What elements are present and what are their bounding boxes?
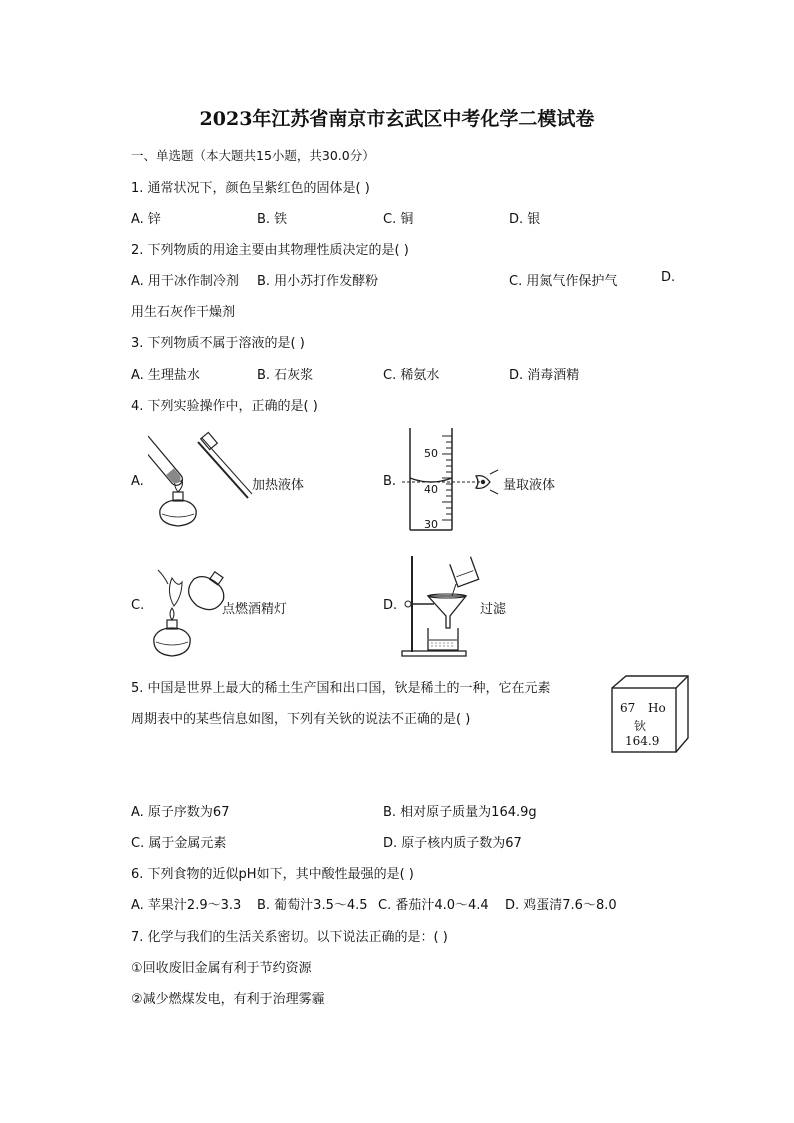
q2-option-c: C. 用氮气作保护气 [509, 274, 618, 289]
q6-option-c: C. 番茄汁4.0～4.4 [378, 898, 489, 913]
q1-option-b: B. 铁 [257, 212, 288, 227]
graduated-cylinder-figure [402, 426, 504, 532]
section-heading: 一、单选题（本大题共15小题，共30.0分） [131, 148, 375, 163]
q4-option-d: D. [383, 598, 398, 613]
q7-statement-1: ①回收废旧金属有利于节约资源 [131, 961, 312, 976]
cylinder-tick-50: 50 [424, 447, 438, 460]
question-1-stem: 1. 通常状况下，颜色呈紫红色的固体是( ) [131, 181, 370, 196]
page-title: 2023年江苏省南京市玄武区中考化学二模试卷 [199, 108, 595, 130]
q3-option-d: D. 消毒酒精 [509, 368, 580, 383]
cylinder-tick-30: 30 [424, 518, 438, 531]
filtration-figure [398, 554, 482, 658]
heating-liquid-figure [148, 428, 253, 532]
q3-option-a: A. 生理盐水 [131, 368, 200, 383]
q1-option-c: C. 铜 [383, 212, 414, 227]
q4-option-b: B. [383, 474, 397, 489]
question-4-stem: 4. 下列实验操作中，正确的是( ) [131, 399, 318, 414]
q4-option-c: C. [131, 598, 145, 613]
q1-option-a: A. 锌 [131, 212, 161, 227]
element-number: 67 [620, 701, 636, 715]
element-name: 钬 [634, 719, 647, 733]
q5-option-b: B. 相对原子质量为164.9g [383, 805, 537, 820]
q6-option-d: D. 鸡蛋清7.6～8.0 [505, 898, 617, 913]
q6-option-b: B. 葡萄汁3.5～4.5 [257, 898, 368, 913]
q5-option-d: D. 原子核内质子数为67 [383, 836, 522, 851]
q4-caption-b: 量取液体 [503, 478, 556, 493]
q2-option-b: B. 用小苏打作发酵粉 [257, 274, 379, 289]
element-mass: 164.9 [625, 734, 660, 748]
q7-statement-2: ②减少燃煤发电，有利于治理雾霾 [131, 992, 325, 1007]
q4-option-a: A. [131, 474, 144, 489]
q3-option-b: B. 石灰浆 [257, 368, 314, 383]
q4-caption-a: 加热液体 [252, 478, 305, 493]
q2-option-a: A. 用干冰作制冷剂 [131, 274, 239, 289]
cylinder-tick-40: 40 [424, 483, 438, 496]
q1-option-d: D. 银 [509, 212, 541, 227]
question-6-stem: 6. 下列食物的近似pH如下，其中酸性最强的是( ) [131, 867, 414, 882]
question-3-stem: 3. 下列物质不属于溶液的是( ) [131, 336, 305, 351]
element-symbol: Ho [648, 701, 666, 715]
lighting-lamp-figure [148, 562, 228, 658]
q5-option-a: A. 原子序数为67 [131, 805, 230, 820]
q3-option-c: C. 稀氨水 [383, 368, 440, 383]
question-5-stem-line2: 周期表中的某些信息如图，下列有关钬的说法不正确的是( ) [131, 712, 471, 727]
q6-option-a: A. 苹果汁2.9～3.3 [131, 898, 242, 913]
q2-option-d-text: 用生石灰作干燥剂 [131, 305, 236, 320]
question-7-stem: 7. 化学与我们的生活关系密切。以下说法正确的是：( ) [131, 930, 448, 945]
question-5-stem: 5. 中国是世界上最大的稀土生产国和出口国，钬是稀土的一种，它在元素 [131, 681, 551, 696]
q4-caption-c: 点燃酒精灯 [222, 602, 288, 617]
q5-option-c: C. 属于金属元素 [131, 836, 227, 851]
q4-caption-d: 过滤 [480, 602, 507, 617]
question-2-stem: 2. 下列物质的用途主要由其物理性质决定的是( ) [131, 243, 409, 258]
q2-option-d: D. [661, 270, 676, 285]
